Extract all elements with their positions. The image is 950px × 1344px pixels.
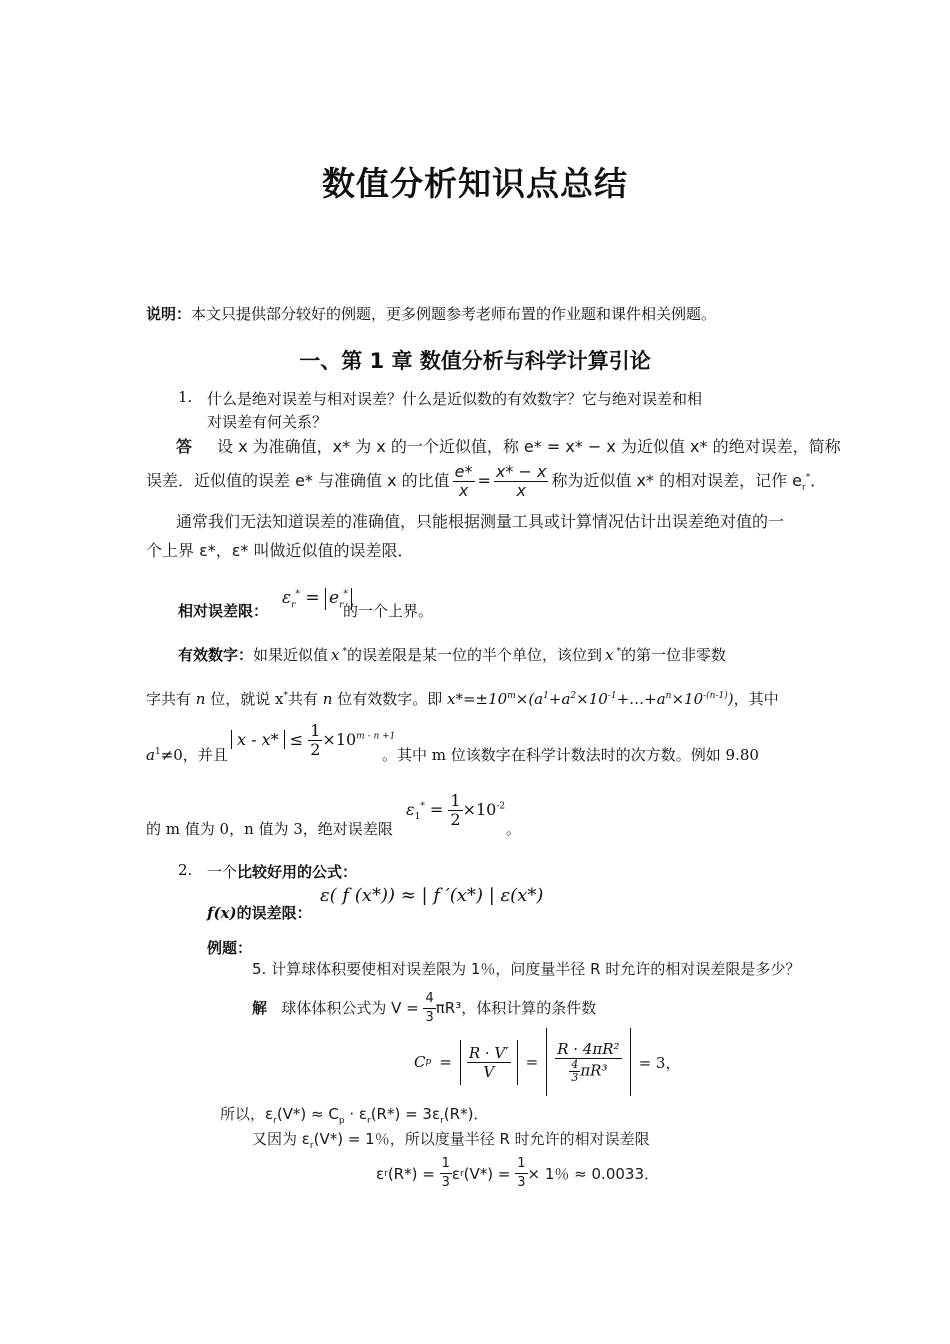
sig-line3-start: $a^1\ne 0$，并且 <box>146 746 228 764</box>
sig-line3-b: ≠0，并且 <box>160 746 228 764</box>
solution-frac <box>423 990 435 1027</box>
sig-line4-end: 。 <box>506 820 522 838</box>
example-label: 例题： <box>207 939 253 957</box>
sig-line1: 有效数字：如果近似值 x *的误差限是某一位的半个单位，该位到 x *的第一位非零数 <box>178 646 726 664</box>
again-line-a: 又因为 ε <box>252 1130 310 1148</box>
sig-inequality <box>231 722 395 759</box>
q2-number: 2. <box>178 861 193 879</box>
answer-para2-line2: 个上界 ε*，ε* 叫做近似值的误差限． <box>146 541 414 560</box>
cp-frac-num: R · V′ <box>468 1043 509 1062</box>
cp-label: C <box>414 1053 426 1071</box>
sig-line2-c: 共有 <box>287 690 318 708</box>
solution-line1-a: 球体体积公式为 V = <box>281 999 424 1017</box>
sig-formula-a: x*=±10 <box>447 690 508 708</box>
q2-text-a: 一个 <box>207 863 238 881</box>
rel-err-label: 相对误差限： <box>178 602 269 620</box>
sig-n-2: n <box>322 690 333 708</box>
sig-line1-a: 如果近似值 <box>253 646 329 664</box>
sig-eps1-den: 2 <box>450 810 461 829</box>
final-line: ε r (R*) = $\frac{1}{3}$ ε r (V*) = $\frac{1}{3}$ × 1％ ≈ 0.0033． <box>376 1156 660 1190</box>
cp-frac2-den-b: 3 <box>571 1071 579 1084</box>
sig-line2-d: 位有效数字。即 <box>337 690 443 708</box>
sig-eps1-pow: ×10 <box>462 800 497 819</box>
sig-eps1-frac <box>448 792 462 829</box>
condition-number: C p = $\frac{R \cdot V'}{V}$ = R · 4πR² $\frac{4}{3}$ πR³ = 3， <box>414 1024 680 1100</box>
final-c: ε <box>451 1164 460 1183</box>
sig-x-var-2: x <box>605 646 614 664</box>
cp-sub: p <box>425 1057 432 1067</box>
fx-label2: 的误差限： <box>236 904 312 922</box>
final-frac-1 <box>440 1155 452 1192</box>
answer-line2-sup: * <box>805 472 811 483</box>
frac1-den: x <box>458 481 469 500</box>
answer-label: 答 <box>176 437 193 456</box>
rel-err-row <box>178 600 268 621</box>
answer-line1: 设 x 为准确值，x* 为 x 的一个近似值，称 e* = x* − x 为近似值 x* 的绝对误差，简称 <box>217 437 841 456</box>
fraction-e-over-x <box>453 463 475 500</box>
sig-ineq-den: 2 <box>310 740 321 759</box>
fx-formula: ε( f (x*)) ≈ | f ′(x*) | ε(x*) <box>320 885 544 906</box>
answer-line2-b: 称为近似值 x* 的相对误差，记作 e <box>551 471 803 490</box>
answer-line2: 误差．近似值的误差 e* 与准确值 x 的比值 $\frac{e*}{x}$ = $\frac{x* - x}{x}$ 称为近似值 x* 的相对误差，记作 $e_r^*$． <box>146 462 827 500</box>
rel-err-eps: ε <box>282 588 292 608</box>
sig-x-var: x <box>331 646 340 664</box>
rel-err-abs: $e_r^*$ <box>325 588 352 610</box>
so-line: 所以，$\varepsilon_r(V*) \approx C_p \cdot \varepsilon_r(R*) = 3\varepsilon_r(R*)$． <box>220 1105 489 1126</box>
solution-frac-den: 3 <box>425 1010 434 1025</box>
q1-line2: 对误差有何关系？ <box>207 413 328 431</box>
final-frac2-den: 3 <box>517 1175 526 1190</box>
cp-frac-1 <box>467 1044 511 1081</box>
cp-abs-1 <box>460 1040 518 1085</box>
solution-frac-num: 4 <box>423 990 435 1009</box>
sig-eps1-formula: $\varepsilon_1^*$ = $\frac{1}{2}$ $\times 10^{-2}$ <box>406 791 506 829</box>
sig-ineq-rel: ≤ <box>289 730 304 749</box>
solution-line1 <box>252 990 596 1027</box>
sig-eps1: ε <box>406 800 415 819</box>
fx-label-row <box>207 902 312 923</box>
cp-frac2-den-frac <box>569 1059 580 1084</box>
sig-ineq-pow: ×10 <box>322 730 357 749</box>
solution-line1-end: πR³，体积计算的条件数 <box>435 999 597 1017</box>
frac2-num: x* − x <box>495 462 547 481</box>
cp-frac-den: V <box>483 1062 495 1081</box>
rel-err-suffix: 的一个上界。 <box>343 602 434 620</box>
sig-label: 有效数字： <box>178 646 254 664</box>
answer-line2-a: 误差．近似值的误差 e* 与准确值 x 的比值 <box>146 471 450 490</box>
rel-err-e: e <box>329 588 340 608</box>
chapter-1-heading: 一、第 1 章 数值分析与科学计算引论 <box>299 349 651 373</box>
sig-line2-b: 位，就说 x <box>210 690 284 708</box>
cp-frac-2 <box>555 1040 621 1084</box>
sig-eps1-num: 1 <box>450 791 461 810</box>
final-d: (V*) = <box>463 1164 511 1183</box>
sig-ineq-exp: m - n +1 <box>356 731 396 742</box>
q1-number: 1. <box>178 388 193 406</box>
sig-ineq-abs: x - x* <box>231 730 285 749</box>
q2-text <box>207 861 357 882</box>
sig-line3-c: 。其中 m 位该数字在科学计数法时的次方数。例如 9.80 <box>382 746 759 764</box>
rel-err-eq: = <box>305 588 320 608</box>
q1-line1: 什么是绝对误差与相对误差？什么是近似数的有效数字？它与绝对误差和相 <box>207 390 703 408</box>
answer-line2-sub: r <box>802 483 806 494</box>
sig-line4-a: 的 m 值为 0，n 值为 3，绝对误差限 <box>146 820 393 838</box>
final-b: (R*) = <box>387 1164 435 1183</box>
rel-err-formula: $\varepsilon_r^* = e_r^*$ <box>282 588 352 610</box>
final-e: × 1％ ≈ 0.0033． <box>527 1165 660 1183</box>
sig-line2: 字共有 n 位，就说 x*共有 n 位有效数字。即 $x*=\pm 10^m\times(a^1+a^2\times 10^{-1}+\dots+a^n\times 10^{-(n-1)})$，其中 <box>146 690 779 708</box>
page-title: 数值分析知识点总结 <box>322 164 628 203</box>
note-label: 说明： <box>146 305 192 323</box>
sig-line2-a: 字共有 <box>146 690 192 708</box>
so-line-d: (R*) = 3ε <box>370 1105 441 1123</box>
fx-label: f(x) <box>207 904 237 922</box>
sig-line1-c: 的第一位非零数 <box>620 646 726 664</box>
so-line-a: 所以，ε <box>220 1105 274 1123</box>
sig-formula-m: m <box>507 691 516 701</box>
sig-formula: $x*=\pm 10^m\times(a^1+a^2\times 10^{-1}+\dots+a^n\times 10^{-(n-1)})$ <box>447 690 734 708</box>
cp-frac2-den-a: 4 <box>571 1058 579 1071</box>
note-text: 本文只提供部分较好的例题，更多例题参考老师布置的作业题和课件相关例题。 <box>191 305 717 323</box>
cp-abs-2 <box>546 1028 630 1096</box>
sig-formula-rest: ×(a <box>515 690 544 708</box>
final-a: ε <box>376 1164 385 1183</box>
sig-ineq-frac <box>308 722 322 759</box>
sig-ineq-num: 1 <box>310 721 321 740</box>
final-frac-2 <box>515 1155 527 1192</box>
example-problem: 5. 计算球体积要使相对误差限为 1％，问度量半径 R 时允许的相对误差限是多少？ <box>252 960 801 978</box>
q2-text-b: 比较好用的公式： <box>237 863 358 881</box>
fraction-x-minus-x <box>494 463 549 500</box>
so-line-e: (R*)． <box>443 1105 489 1123</box>
sig-a: a <box>146 746 155 764</box>
sig-n: n <box>195 690 206 708</box>
cp-frac2-num: R · 4πR² <box>557 1040 620 1058</box>
note <box>146 303 716 324</box>
again-line-b: (V*) = 1％，所以度量半径 R 时允许的相对误差限 <box>313 1130 650 1148</box>
final-frac1-den: 3 <box>441 1175 450 1190</box>
answer-line2-end: ． <box>810 471 827 490</box>
sig-line2-end: ，其中 <box>733 690 779 708</box>
answer-para2-line1: 通常我们无法知道误差的准确值，只能根据测量工具或计算情况估计出误差绝对值的一 <box>176 512 785 531</box>
sig-eps1-exp: -2 <box>496 801 506 812</box>
solution-label: 解 <box>252 999 268 1017</box>
so-line-c: · ε <box>344 1105 367 1123</box>
cp-frac2-den-c: πR³ <box>580 1061 608 1080</box>
cp-result: = 3， <box>638 1053 681 1072</box>
frac1-num: e* <box>454 462 473 481</box>
final-frac1-num: 1 <box>440 1155 452 1174</box>
again-line: 又因为 $\varepsilon_r(V*) = 1$％，所以度量半径 R 时允许的相对误差限 <box>252 1130 650 1151</box>
so-line-b: (V*) ≈ C <box>276 1105 339 1123</box>
frac2-den: x <box>516 481 526 500</box>
sig-line1-b: 的误差限是某一位的半个单位，该位到 <box>347 646 603 664</box>
final-frac2-num: 1 <box>515 1155 527 1174</box>
